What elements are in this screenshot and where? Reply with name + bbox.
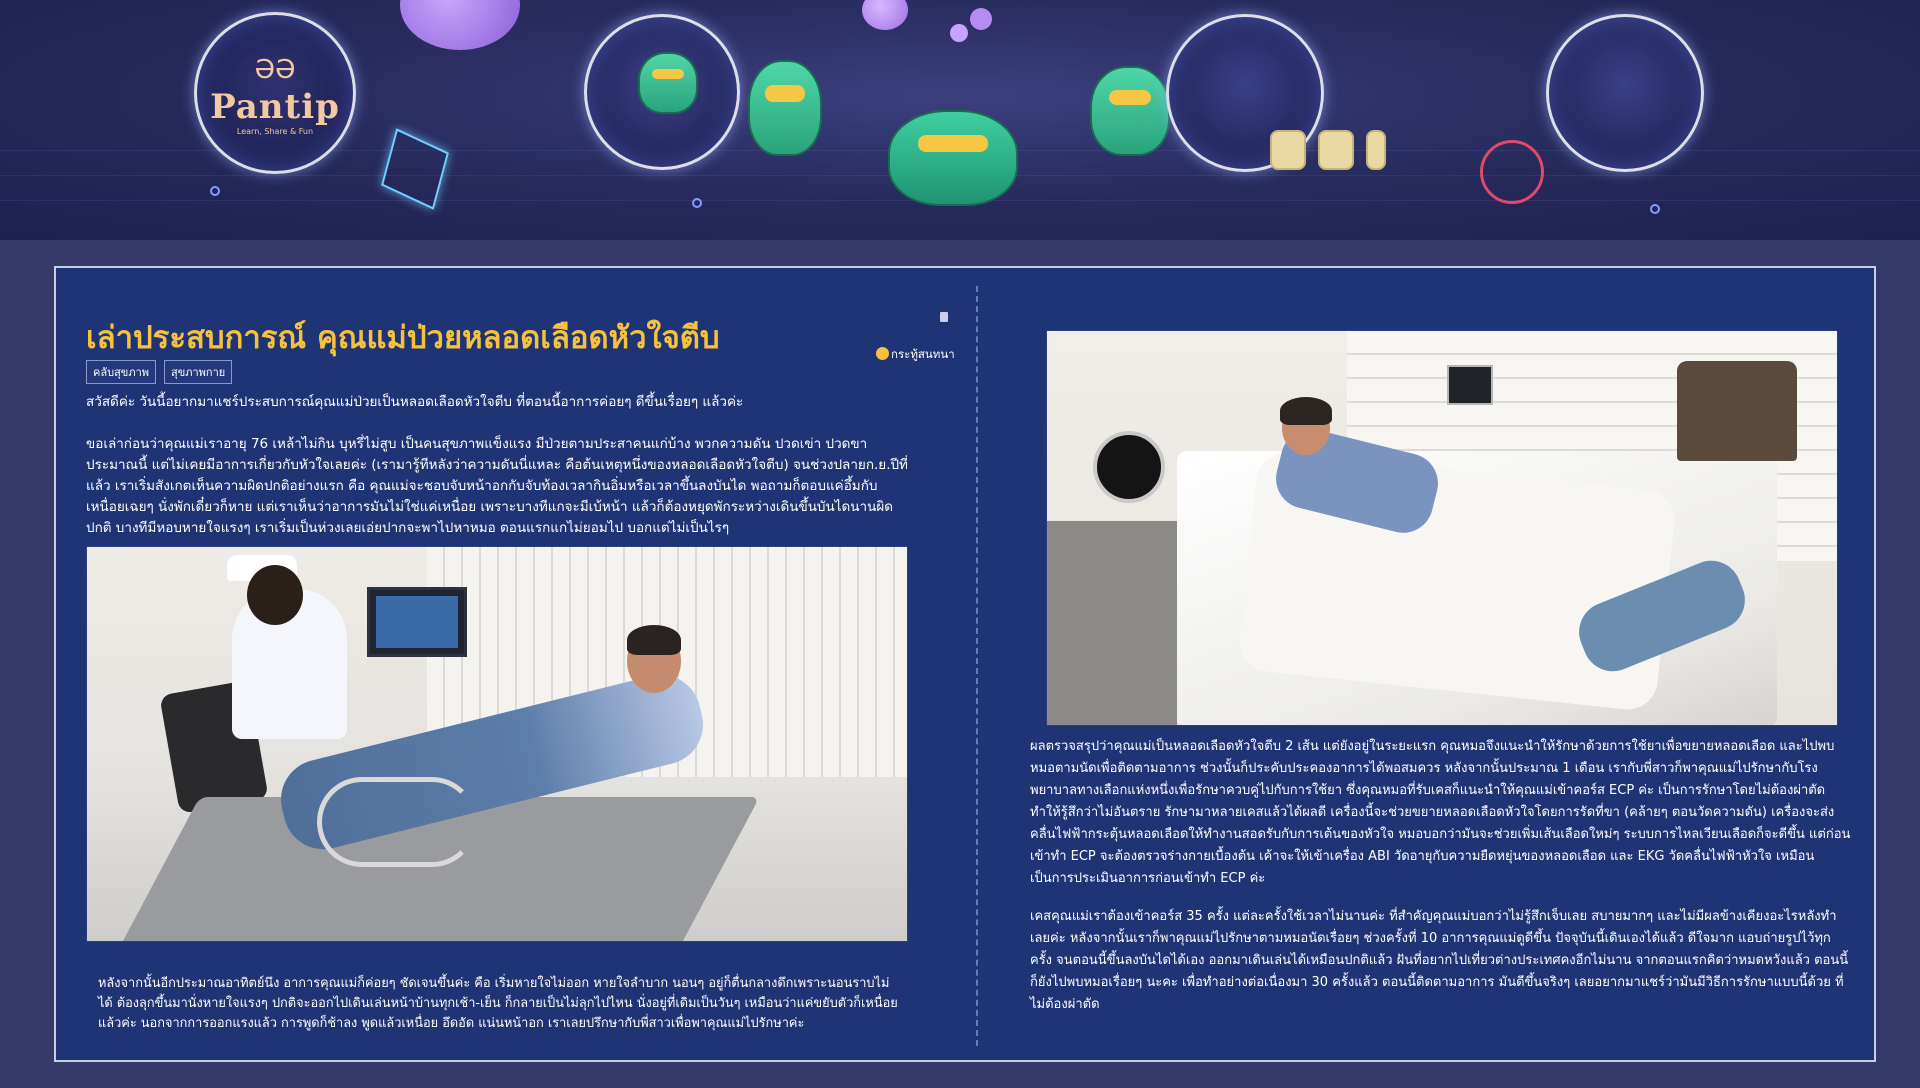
header-banner [0,0,1920,240]
column-divider [976,286,978,1046]
logo-text: Pantip [210,87,340,127]
tag-item[interactable]: สุขภาพกาย [164,360,232,384]
planet-decoration [862,0,908,30]
post-paragraph: เคสคุณแม่เราต้องเข้าคอร์ส 35 ครั้ง แต่ละครั้งใช้เวลาไม่นานค่ะ ที่สำคัญคุณแม่บอกว่าไม่รู้สึกเจ็บเลย สบายมากๆ และไม่มีผลข้างเคียงอะไรหลังทำเลยค่ะ หลังจากนั้นเราก็พาคุณแม่ไปรักษาตามหมอนัดเรื่อยๆ ช่วงครั้งที่ 10 อาการคุณแม่ดูดีขึ้น ปัจจุบันนี้เดินเองได้แล้ว ดีใจมาก แอบถ่ายรูปไว้ทุกครั้ง จนตอนนี้ขึ้นลงบันไดได้เอง ออกมาเดินเล่นได้เหมือนปกติแล้ว ฝันที่อยากไปเที่ยวต่างประเทศคงอีกไม่นาน จากตอนแรกคิดว่าหมดหวังแล้ว ตอนนี้ก็ยังไปพบหมอเรื่อยๆ นะคะ เพื่อทำอย่างต่อเนื่องมา 30 ครั้งแล้ว ตอนนี้ติดตามอาการ มันดีขึ้นจริงๆ เลยอยากมาแชร์ว่ามันมีวิธีการรักษาแบบนี้ด้วย ที่ไม่ต้องผ่าตัด [1030,909,1849,1012]
post-paragraph: ผลตรวจสรุปว่าคุณแม่เป็นหลอดเลือดหัวใจตีบ 2 เส้น แต่ยังอยู่ในระยะแรก คุณหมอจึงแนะนำให้รักษาด้วยการใช้ยาเพื่อขยายหลอดเลือด และไปพบหมอตามนัดเพื่อติดตามอาการ ช่วงนั้นก็ประคับประคองอาการได้พอสมควร หลังจากนั้นประมาณ 1 เดือน เรากับพี่สาวก็พาคุณแม่ไปรักษากับโรงพยาบาลทางเลือกแห่งหนึ่งเพื่อรักษาควบคู่ไปกับการใช้ยา ซึ่งคุณหมอที่รับเคสก็แนะนำให้คุณแม่เข้าคอร์ส ECP ค่ะ เป็นการรักษาโดยไม่ต้องผ่าตัด ทำให้รู้สึกว่าไม่อันตราย รักษามาหลายเคสแล้วได้ผลดี เครื่องนี้จะช่วยขยายหลอดเลือดหัวใจโดยการรัดที่ขา (คล้ายๆ ตอนวัดความดัน) เครื่องจะส่งคลื่นไฟฟ้ากระตุ้นหลอดเลือดให้ทำงานสอดรับกับการเต้นของหัวใจ หมอบอกว่ามันจะช่วยเพิ่มเส้นเลือดใหม่ๆ ระบบการไหลเวียนเลือดก็จะดีขึ้น แต่ก่อนเข้าทำ ECP จะต้องตรวจร่างกายเบื้องต้น เค้าจะให้เข้าเครื่อง ABI วัดอายุกับความยืดหยุ่นของหลอดเลือด และ EKG วัดคลื่นไฟฟ้าหัวใจ เหมือนเป็นการประเมินอาการก่อนเข้าทำ ECP ค่ะ [1030,739,1851,886]
right-column [1030,268,1866,1060]
sparkle-icon [210,186,220,196]
logo-glyph: ƏƏ [254,55,296,85]
sparkle-icon [1650,204,1660,214]
left-column [86,268,955,1060]
author-avatar-icon [876,347,889,360]
screen-orb [1546,14,1704,172]
planet-decoration [970,8,992,30]
post-paragraph: หลังจากนั้นอีกประมาณอาทิตย์นึง อาการคุณแม่ก็ค่อยๆ ชัดเจนขึ้นค่ะ คือ เริ่มหายใจไม่ออก หายใจลำบาก นอนๆ อยู่ก็ตื่นกลางดึกเพราะนอนราบไม่ได้ ต้องลุกขึ้นมานั่งหายใจแรงๆ ปกติจะออกไปเดินเล่นหน้าบ้านทุกเช้า-เย็น ก็กลายเป็นไม่ลุกไปไหน นั่งอยู่ที่เดิมเป็นวันๆ เหมือนว่าแค่ขยับตัวก็เหนื่อยแล้วค่ะ นอกจากการออกแรงแล้ว การพูดก็ช้าลง พูดแล้วเหนื่อย อึดอัด แน่นหน้าอก เราเลยปรึกษากับพี่สาวเพื่อพาคุณแม่ไปรักษาค่ะ [98,976,898,1031]
mascot-icon [638,52,698,114]
ghost-badge-icon [1270,130,1306,170]
cube-icon [381,128,449,209]
planet-decoration [400,0,520,50]
patient-bed-photo [1046,330,1838,726]
sparkle-icon [692,198,702,208]
post-intro: สวัสดีค่ะ วันนี้อยากมาแชร์ประสบการณ์คุณแม่ป่วยเป็นหลอดเลือดหัวใจตีบ ที่ตอนนี้อาการค่อยๆ ดีขึ้นเรื่อยๆ แล้วค่ะ [86,394,744,410]
post-author[interactable] [876,346,955,364]
tag-list [86,360,232,384]
ecp-treatment-photo [86,546,908,942]
post-card [54,266,1876,1062]
badge-icon [1366,130,1386,170]
mascot-badge-icon [1318,130,1354,170]
post-title: เล่าประสบการณ์ คุณแม่ป่วยหลอดเลือดหัวใจตีบ [86,320,720,356]
logo-tagline: Learn, Share & Fun [236,127,314,136]
pantip-logo[interactable] [194,12,356,174]
mascot-icon [888,110,1018,206]
author-name: กระทู้สนทนา [891,347,955,361]
trash-icon[interactable] [940,312,948,322]
mascot-icon [748,60,822,156]
tag-item[interactable]: คลับสุขภาพ [86,360,156,384]
planet-decoration [950,24,968,42]
post-paragraph: ขอเล่าก่อนว่าคุณแม่เราอายุ 76 เหล้าไม่กิน บุหรี่ไม่สูบ เป็นคนสุขภาพแข็งแรง มีป่วยตามประสาคนแก่บ้าง พวกความดัน ปวดเข่า ปวดขาประมาณนี้ แต่ไม่เคยมีอาการเกี่ยวกับหัวใจเลยค่ะ (เรามารู้ทีหลังว่าความดันนี่แหละ คือต้นเหตุหนึ่งของหลอดเลือดหัวใจตีบ) จนช่วงปลายก.ย.ปีที่แล้ว เราเริ่มสังเกตเห็นความผิดปกติอย่างแรก คือ คุณแม่จะชอบจับหน้าอกกับจับท้องเวลากินอิ่มหรือเวลาขึ้นลงบันได พอถามก็ตอบแค่อึ้มกับเหนื่อยเฉยๆ นั่งพักเดี๋ยวก็หาย แต่เราเห็นว่าอาการมันไม่ใช่แค่เหนื่อย เพราะบางทีแกจะมีเบ้หน้า แล้วก็ต้องหยุดพักระหว่างเดินขึ้นบันไดนานผิดปกติ บางทีมีหอบหายใจแรงๆ เราเริ่มเป็นห่วงเลยเอ่ยปากจะพาไปหาหมอ ตอนแรกแกไม่ยอมไป บอกแต่ไม่เป็นไรๆ [86,436,908,536]
planet-decoration [1480,140,1544,204]
mascot-icon [1090,66,1170,156]
